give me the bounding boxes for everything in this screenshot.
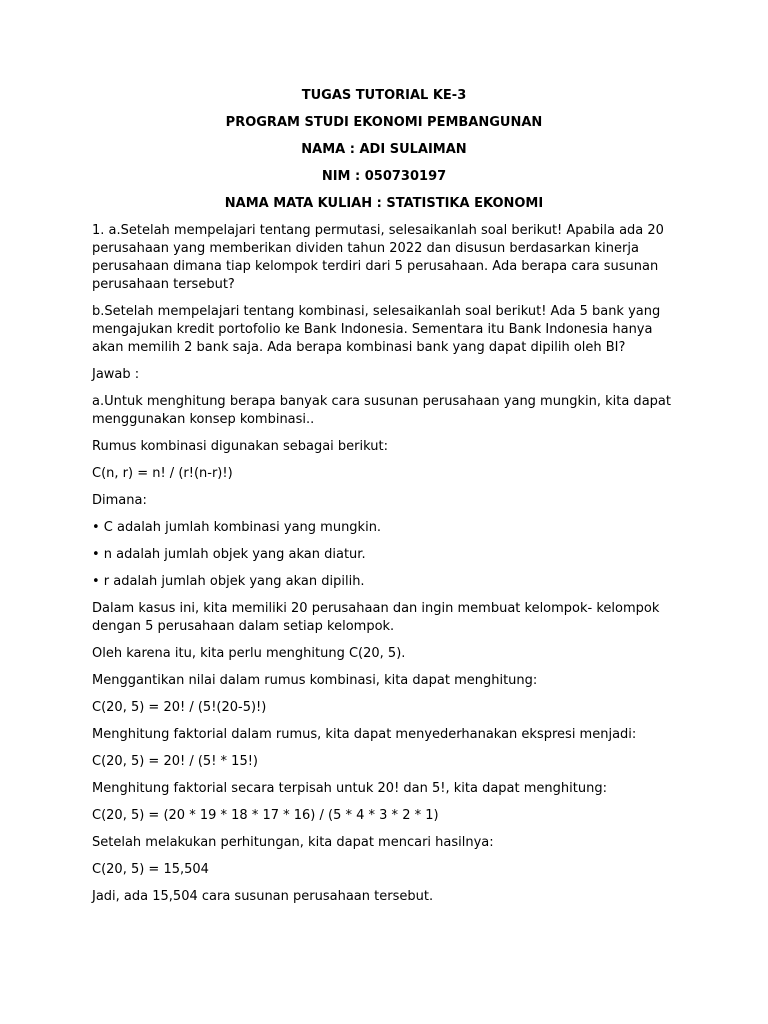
formula: C(20, 5) = 20! / (5! * 15!) bbox=[92, 754, 258, 769]
bullet-item: • C adalah jumlah kombinasi yang mungkin. bbox=[92, 520, 382, 535]
question-1b: b.Setelah mempelajari tentang kombinasi, selesaikanlah soal berikut! Ada 5 bank yang mengajukan kredit portofolio ke Bank Indonesia. Sementara itu Bank Indonesia hanya akan memilih 2 bank saja. Ada berapa kombinasi bank yang dapat dipilih oleh BI? bbox=[92, 304, 661, 355]
answer-label: Jawab : bbox=[92, 367, 140, 382]
answer-paragraph: Menghitung faktorial secara terpisah untuk 20! dan 5!, kita dapat menghitung: bbox=[92, 781, 607, 796]
course-name: NAMA MATA KULIAH : STATISTIKA EKONOMI bbox=[224, 196, 544, 211]
bullet-item: • n adalah jumlah objek yang akan diatur. bbox=[92, 547, 366, 562]
study-program: PROGRAM STUDI EKONOMI PEMBANGUNAN bbox=[225, 115, 543, 130]
question-1a: 1. a.Setelah mempelajari tentang permutasi, selesaikanlah soal berikut! Apabila ada 20 perusahaan yang memberikan dividen tahun 2022 dan disusun berdasarkan kinerja perusahaan dimana tiap kelompok terdiri dari 5 perusahaan. Ada berapa cara susunan perusahaan tersebut? bbox=[92, 223, 664, 292]
formula: C(n, r) = n! / (r!(n-r)!) bbox=[92, 466, 233, 481]
answer-paragraph: Dimana: bbox=[92, 493, 147, 508]
answer-conclusion: Jadi, ada 15,504 cara susunan perusahaan tersebut. bbox=[92, 889, 434, 904]
answer-paragraph: Menghitung faktorial dalam rumus, kita dapat menyederhanakan ekspresi menjadi: bbox=[92, 727, 637, 742]
document-body bbox=[92, 87, 676, 915]
formula-result: C(20, 5) = 15,504 bbox=[92, 862, 209, 877]
answer-paragraph: Dalam kasus ini, kita memiliki 20 perusahaan dan ingin membuat kelompok- kelompok dengan 5 perusahaan dalam setiap kelompok. bbox=[92, 601, 660, 634]
answer-paragraph: Rumus kombinasi digunakan sebagai berikut: bbox=[92, 439, 388, 454]
formula: C(20, 5) = 20! / (5!(20-5)!) bbox=[92, 700, 267, 715]
student-id: NIM : 050730197 bbox=[321, 169, 447, 184]
answer-paragraph: Menggantikan nilai dalam rumus kombinasi, kita dapat menghitung: bbox=[92, 673, 538, 688]
formula: C(20, 5) = (20 * 19 * 18 * 17 * 16) / (5 * 4 * 3 * 2 * 1) bbox=[92, 808, 439, 823]
answer-paragraph: Setelah melakukan perhitungan, kita dapat mencari hasilnya: bbox=[92, 835, 494, 850]
bullet-item: • r adalah jumlah objek yang akan dipilih. bbox=[92, 574, 365, 589]
answer-paragraph: a.Untuk menghitung berapa banyak cara susunan perusahaan yang mungkin, kita dapat menggunakan konsep kombinasi.. bbox=[92, 394, 671, 427]
student-name: NAMA : ADI SULAIMAN bbox=[301, 142, 467, 157]
answer-paragraph: Oleh karena itu, kita perlu menghitung C(20, 5). bbox=[92, 646, 406, 661]
assignment-title: TUGAS TUTORIAL KE-3 bbox=[301, 88, 467, 103]
